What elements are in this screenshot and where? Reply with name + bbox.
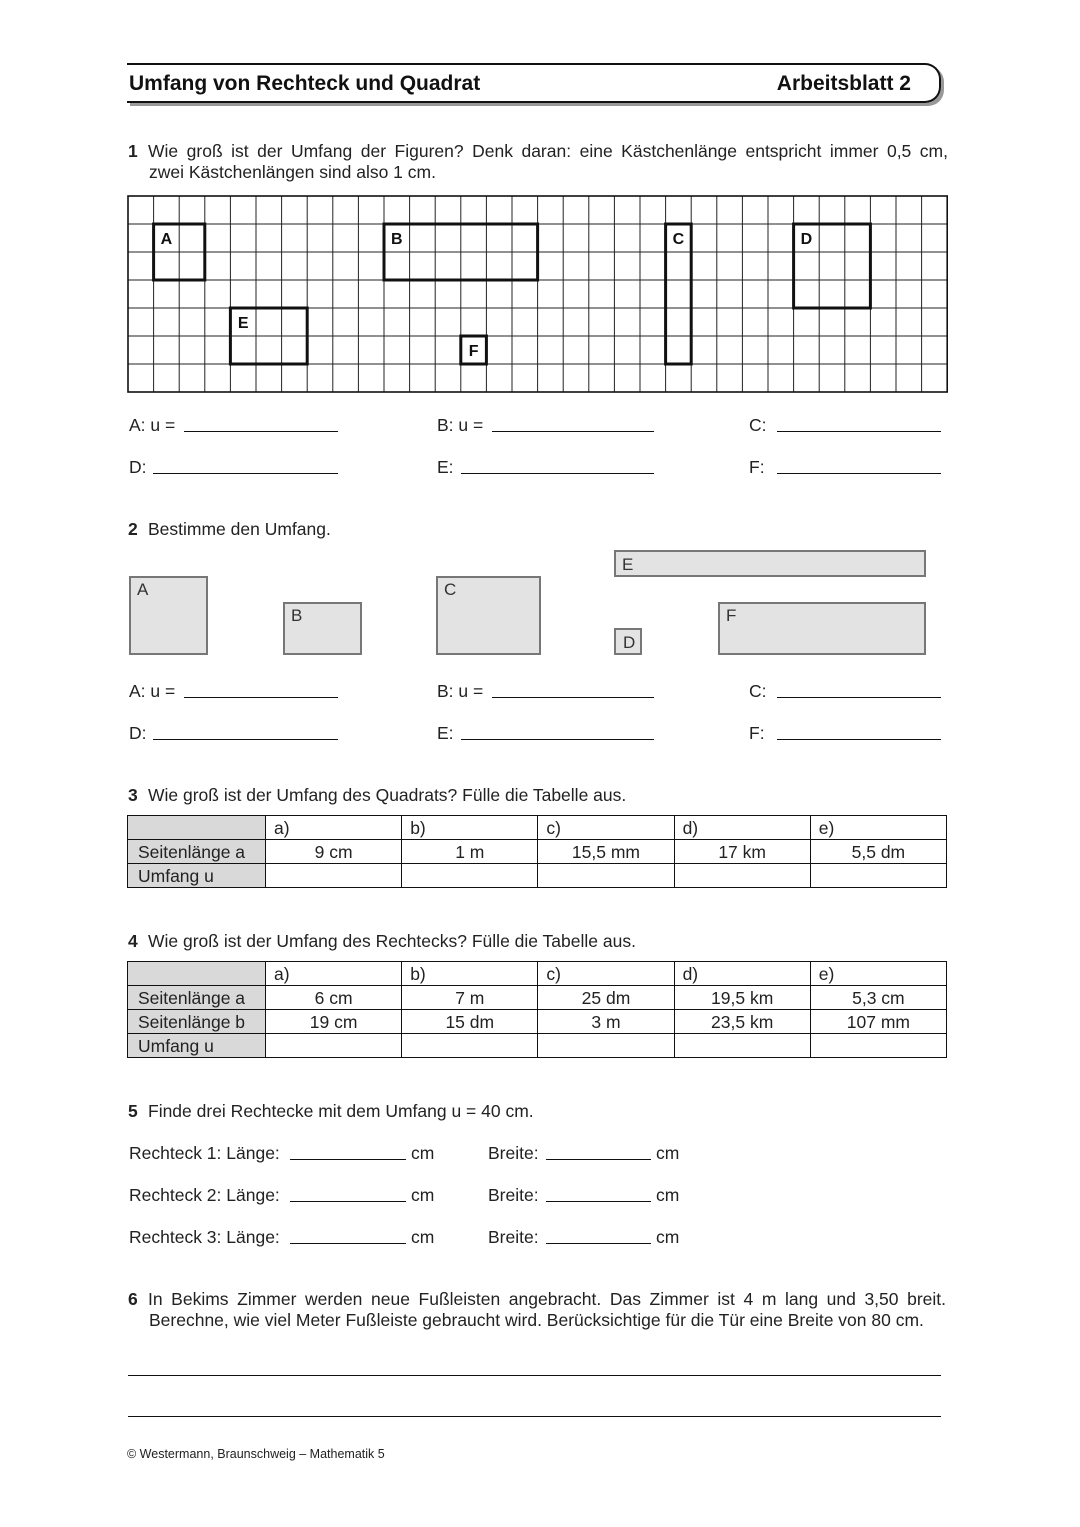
figure-b-label: B <box>391 231 403 248</box>
task3-instructions <box>128 785 626 806</box>
task1-grid <box>127 195 949 394</box>
task6-answer-line-1[interactable] <box>128 1375 941 1376</box>
task2-answer-a-label: A: u = <box>129 681 176 701</box>
page-title: Umfang von Rechteck und Quadrat <box>129 72 481 95</box>
task4-row-side-b-label: Seitenlänge b <box>128 1010 266 1034</box>
task4-row-side-a-label: Seitenlänge a <box>128 986 266 1010</box>
task5-row3-label: Rechteck 3: Länge: <box>129 1227 280 1247</box>
task4-cell-u-c[interactable] <box>538 1034 674 1058</box>
task2-answer-c-label: C: <box>749 681 767 701</box>
worksheet-header <box>127 63 941 103</box>
task4-header-row <box>128 962 947 986</box>
task1-text-line2: zwei Kästchenlängen sind also 1 cm. <box>149 162 436 182</box>
task3-row-side-a <box>128 840 947 864</box>
task3-row-perimeter <box>128 864 947 888</box>
task2-shape-c-label: C <box>444 580 457 599</box>
task5-row1-label: Rechteck 1: Länge: <box>129 1143 280 1163</box>
task2-number: 2 <box>128 519 138 539</box>
task2-shape-d-label: D <box>623 633 636 652</box>
task4-col-d: d) <box>674 962 810 986</box>
task3-cell-u-e[interactable] <box>810 864 946 888</box>
figure-c-label: C <box>672 231 685 248</box>
task2-instructions <box>128 519 331 540</box>
task6-text-line1: In Bekims Zimmer werden neue Fußleisten angebracht. Das Zimmer ist 4 m lang und 3,50 breit. <box>148 1289 946 1309</box>
task4-col-e: e) <box>810 962 946 986</box>
task3-cell-a-c: 15,5 mm <box>538 840 674 864</box>
task5-row3-width-line[interactable] <box>546 1243 651 1244</box>
task5-row1-length-line[interactable] <box>290 1159 406 1160</box>
task5-row2-unit2: cm <box>656 1185 680 1205</box>
task2-answer-f-line[interactable] <box>777 739 941 740</box>
task4-row-side-a <box>128 986 947 1010</box>
figure-f-label: F <box>468 343 479 360</box>
task1-answer-c-label: C: <box>749 415 767 435</box>
task2-shape-d <box>614 628 642 655</box>
figure-e-label: E <box>237 315 249 332</box>
task4-cell-b-e: 107 mm <box>810 1010 946 1034</box>
task2-answer-c-line[interactable] <box>777 697 941 698</box>
task4-cell-a-d: 19,5 km <box>674 986 810 1010</box>
task1-text-line1: Wie groß ist der Umfang der Figuren? Denk daran: eine Kästchenlänge entspricht immer 0,5 cm, <box>148 141 948 161</box>
task4-cell-a-a: 6 cm <box>266 986 402 1010</box>
task3-cell-u-b[interactable] <box>402 864 538 888</box>
task2-text: Bestimme den Umfang. <box>148 519 331 539</box>
task2-shape-b <box>283 602 362 655</box>
task5-row3-unit2: cm <box>656 1227 680 1247</box>
task4-cell-b-c: 3 m <box>538 1010 674 1034</box>
task2-shape-c <box>436 576 541 655</box>
task2-shape-f <box>718 602 926 655</box>
task3-number: 3 <box>128 785 138 805</box>
task2-shape-f-label: F <box>726 606 737 625</box>
task3-text: Wie groß ist der Umfang des Quadrats? Fülle die Tabelle aus. <box>148 785 627 805</box>
task4-cell-u-a[interactable] <box>266 1034 402 1058</box>
task3-cell-a-a: 9 cm <box>266 840 402 864</box>
task2-shape-b-label: B <box>291 606 303 625</box>
task3-col-c: c) <box>538 816 674 840</box>
task2-answer-b-label: B: u = <box>437 681 484 701</box>
task2-shape-e-label: E <box>622 555 634 574</box>
task1-answer-a-label: A: u = <box>129 415 176 435</box>
task6-text-line2: Berechne, wie viel Meter Fußleiste gebraucht wird. Berücksichtige für die Tür eine Breite von 80 cm. <box>149 1310 924 1330</box>
copyright-footer: © Westermann, Braunschweig – Mathematik 5 <box>127 1447 385 1461</box>
task5-row2-length-line[interactable] <box>290 1201 406 1202</box>
task4-cell-u-b[interactable] <box>402 1034 538 1058</box>
sheet-number: Arbeitsblatt 2 <box>776 72 911 95</box>
task4-cell-b-d: 23,5 km <box>674 1010 810 1034</box>
task4-col-a: a) <box>266 962 402 986</box>
task5-row2-unit1: cm <box>411 1185 435 1205</box>
task4-number: 4 <box>128 931 138 951</box>
task3-cell-u-a[interactable] <box>266 864 402 888</box>
task3-col-a: a) <box>266 816 402 840</box>
task3-col-e: e) <box>810 816 946 840</box>
task1-answer-e-line[interactable] <box>461 473 654 474</box>
task4-cell-b-b: 15 dm <box>402 1010 538 1034</box>
task4-cell-a-c: 25 dm <box>538 986 674 1010</box>
task2-answer-d-label: D: <box>129 723 147 743</box>
task5-row3-unit1: cm <box>411 1227 435 1247</box>
task6-number: 6 <box>128 1289 138 1309</box>
task2-answer-a-line[interactable] <box>184 697 338 698</box>
task6-answer-line-2[interactable] <box>128 1416 941 1417</box>
task4-col-c: c) <box>538 962 674 986</box>
task4-cell-b-a: 19 cm <box>266 1010 402 1034</box>
task4-text: Wie groß ist der Umfang des Rechtecks? Fülle die Tabelle aus. <box>148 931 636 951</box>
task5-row2-label: Rechteck 2: Länge: <box>129 1185 280 1205</box>
task3-cell-a-e: 5,5 dm <box>810 840 946 864</box>
task4-row-perimeter-label: Umfang u <box>128 1034 266 1058</box>
task4-col-b: b) <box>402 962 538 986</box>
task5-row1-unit2: cm <box>656 1143 680 1163</box>
task4-cell-a-b: 7 m <box>402 986 538 1010</box>
task2-shape-e <box>614 550 926 577</box>
task3-row-side-a-label: Seitenlänge a <box>128 840 266 864</box>
task6-instructions <box>128 1289 946 1331</box>
task5-row1-width-line[interactable] <box>546 1159 651 1160</box>
task1-answer-b-label: B: u = <box>437 415 484 435</box>
task1-instructions <box>128 141 948 183</box>
task2-answer-d-line[interactable] <box>153 739 338 740</box>
task1-number: 1 <box>128 141 138 161</box>
task1-answer-b-line[interactable] <box>492 431 654 432</box>
task2-shape-a-label: A <box>137 580 149 599</box>
task3-corner-cell <box>128 816 266 840</box>
task4-corner-cell <box>128 962 266 986</box>
figure-d-label: D <box>800 231 813 248</box>
task5-row1-breite-label: Breite: <box>488 1143 539 1163</box>
task4-table <box>127 961 947 1058</box>
task2-answer-b-line[interactable] <box>492 697 654 698</box>
task5-row2-breite-label: Breite: <box>488 1185 539 1205</box>
task4-instructions <box>128 931 636 952</box>
task1-answer-e-label: E: <box>437 457 454 477</box>
task4-row-perimeter <box>128 1034 947 1058</box>
task2-answer-f-label: F: <box>749 723 765 743</box>
task5-text: Finde drei Rechtecke mit dem Umfang u = 40 cm. <box>148 1101 534 1121</box>
task4-cell-u-d[interactable] <box>674 1034 810 1058</box>
task5-instructions <box>128 1101 534 1122</box>
task2-answer-e-line[interactable] <box>461 739 654 740</box>
task5-row3-length-line[interactable] <box>290 1243 406 1244</box>
task3-cell-u-d[interactable] <box>674 864 810 888</box>
task3-cell-a-b: 1 m <box>402 840 538 864</box>
task5-number: 5 <box>128 1101 138 1121</box>
task1-answer-d-label: D: <box>129 457 147 477</box>
task5-row2-width-line[interactable] <box>546 1201 651 1202</box>
task2-shape-a <box>129 576 208 655</box>
task1-answer-d-line[interactable] <box>153 473 338 474</box>
task3-table <box>127 815 947 888</box>
task3-row-perimeter-label: Umfang u <box>128 864 266 888</box>
task1-answer-c-line[interactable] <box>777 431 941 432</box>
task5-row3-breite-label: Breite: <box>488 1227 539 1247</box>
task1-answer-f-label: F: <box>749 457 765 477</box>
task5-row1-unit1: cm <box>411 1143 435 1163</box>
figure-a-label: A <box>160 231 173 248</box>
task1-answer-a-line[interactable] <box>184 431 338 432</box>
task3-cell-a-d: 17 km <box>674 840 810 864</box>
task3-col-d: d) <box>674 816 810 840</box>
task3-cell-u-c[interactable] <box>538 864 674 888</box>
task4-cell-a-e: 5,3 cm <box>810 986 946 1010</box>
task1-answer-f-line[interactable] <box>777 473 941 474</box>
task3-col-b: b) <box>402 816 538 840</box>
task2-answer-e-label: E: <box>437 723 454 743</box>
task4-row-side-b <box>128 1010 947 1034</box>
task4-cell-u-e[interactable] <box>810 1034 946 1058</box>
task3-header-row <box>128 816 947 840</box>
